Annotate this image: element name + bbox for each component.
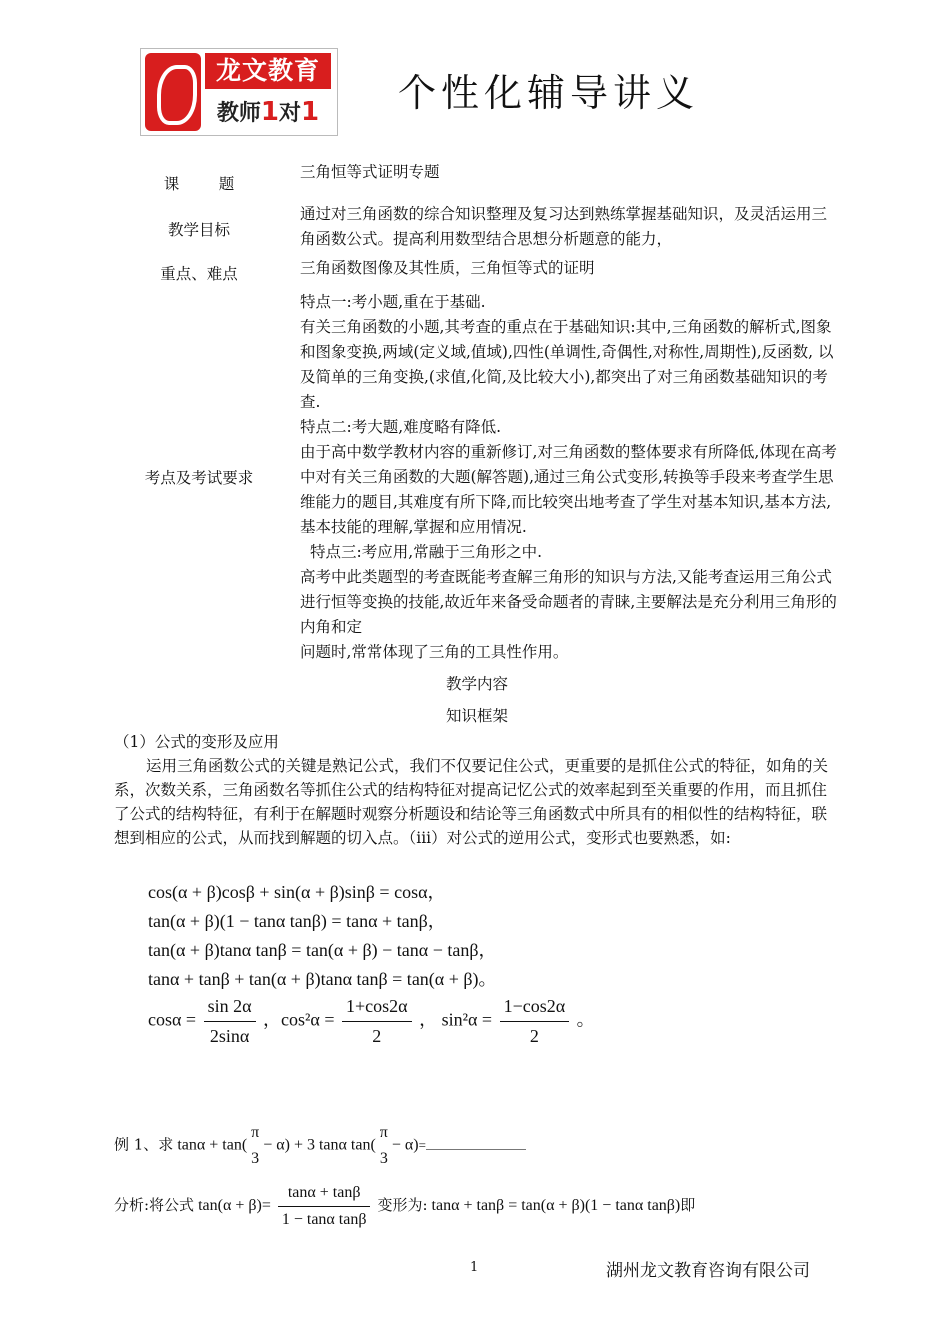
row-content-keypoints: 三角函数图像及其性质，三角恒等式的证明 (300, 259, 595, 277)
exam-line: 由于高中数学教材内容的重新修订,对三角函数的整体要求有所降低,体现在高考中对有关三角函数的大题(解答题),通过三角公式变形,转换等手段来考查学生思维能力的题目,其难度有所下降,而比较突出地考查了学生对基本知识,基本方法,基本技能的理解,掌握和应用情况. (300, 443, 837, 536)
document-title: 个性化辅导讲义 (398, 71, 700, 115)
row-label-exam: 考点及考试要求 (144, 469, 254, 487)
logo-brand-text: 龙文教育 (205, 53, 331, 89)
logo-tagline: 教师1对1 (216, 97, 320, 127)
answer-blank (426, 1135, 526, 1150)
fraction-pi-over-3: π 3 (251, 1124, 260, 1167)
row-label-goals: 教学目标 (167, 221, 230, 239)
exam-line: 特点三:考应用,常融于三角形之中. (310, 543, 543, 561)
subsection-heading: 知识框架 (445, 707, 508, 725)
intro-paragraph: 运用三角函数公式的关键是熟记公式，我们不仅要记住公式，更重要的是抓住公式的特征，如角的关系，次数关系，三角函数名等抓住公式的结构特征对提高记忆公式的效率起到至关重要的作用，而且抓住了公式的结构特征，有利于在解题时观察分析题设和结论等三角函数式中所具有的相似性的结构特征，联想到相应的公式，从而找到解题的切入点。（iii）对公式的逆用公式，变形式也要熟悉，如: (114, 757, 829, 847)
company-logo (140, 48, 338, 136)
row-content-goals: 通过对三角函数的综合知识整理及复习达到熟练掌握基础知识，及灵活运用三角函数公式。提高利用数型结合思想分析题意的能力， (300, 205, 828, 248)
exam-line: 高考中此类题型的考查既能考查解三角形的知识与方法,又能考查运用三角公式进行恒等变换的技能,故近年来备受命题者的青睐,主要解法是充分利用三角形的内角和定 (300, 568, 837, 636)
exam-line: 问题时,常常体现了三角的工具性作用。 (300, 643, 569, 661)
formula-line: tanα + tanβ + tan(α + β)tanα tanβ = tan(α + β)。 (148, 969, 497, 989)
row-content-topic: 三角恒等式证明专题 (300, 163, 440, 181)
fraction: $\frac{\tan\alpha + \tan\beta}{\text{1 − tanα tanβ}}$ (278, 1184, 371, 1229)
fraction: $\frac{1-\cos 2\alpha}{2}$ (500, 996, 570, 1047)
row-content-exam (300, 290, 840, 665)
example-1: 例 1、求 tanα + tan( π 3 − α) + 3 tanα tan( π 3 − α)= (114, 1124, 526, 1168)
logo-seal-icon (145, 53, 201, 131)
section-heading: 教学内容 (445, 675, 508, 693)
formula-fractions: cosα = $\frac{\sin 2\alpha}{2\sin\alpha}$ ，cos²α = $\frac{1+\cos 2\alpha}{2}$ ， sin²α = $\frac{1-\cos 2\alpha}{2}$ 。 (148, 996, 595, 1046)
company-name: 湖州龙文教育咨询有限公司 (606, 1261, 810, 1281)
fraction: $\frac{\sin 2\alpha}{2\sin\alpha}$ (204, 996, 256, 1047)
fraction-pi-over-3: π 3 (379, 1124, 388, 1167)
fraction: $\frac{1+\cos 2\alpha}{2}$ (342, 996, 412, 1047)
exam-line: 有关三角函数的小题,其考查的重点在于基础知识:其中,三角函数的解析式,图象和图象变换,两域(定义域,值域),四性(单调性,奇偶性,对称性,周期性),反函数, 以及简单的三角变换,(求值,化简,及比较大小),都突出了对三角函数基础知识的考查. (300, 318, 834, 411)
analysis-line: 分析:将公式 tan(α + β)= $\frac{\tan\alpha + \tan\beta}{\text{1 − tanα tanβ}}$ 变形为: tanα + tanβ = tan(α + β)(1 − tanα tanβ)即 (114, 1184, 696, 1228)
formula-line: tan(α + β)tanα tanβ = tan(α + β) − tanα − tanβ， (148, 940, 497, 960)
exam-line: 特点二:考大题,难度略有降低. (300, 418, 502, 436)
page-number: 1 (470, 1260, 479, 1275)
topic-heading: （1）公式的变形及应用 (114, 733, 279, 751)
row-label-keypoints: 重点、难点 (160, 265, 238, 283)
formula-line: cos(α + β)cosβ + sin(α + β)sinβ = cosα， (148, 882, 446, 902)
formula-line: tan(α + β)(1 − tanα tanβ) = tanα + tanβ， (148, 911, 446, 931)
exam-line: 特点一:考小题,重在于基础. (300, 293, 486, 311)
row-label-topic: 课 题 (163, 175, 235, 193)
